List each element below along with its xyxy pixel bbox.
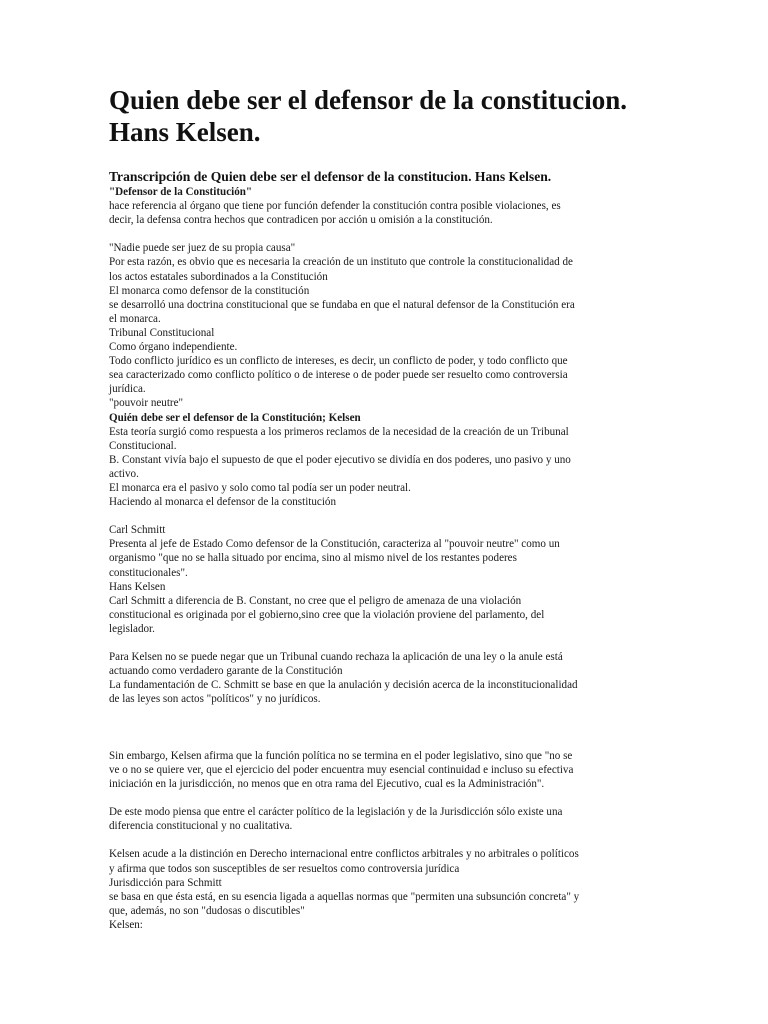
text-line: activo. (109, 467, 139, 480)
text-line: iniciación en la jurisdicción, no menos que en otra rama del Ejecutivo, cual es la Administración". (109, 777, 545, 790)
text-line: hace referencia al órgano que tiene por función defender la constitución contra posible violaciones, es (109, 200, 561, 213)
text-line: Carl Schmitt (109, 524, 166, 537)
text-line: "Defensor de la Constitución" (109, 186, 253, 198)
text-line: De este modo piensa que entre el carácter político de la legislación y de la Jurisdicción sólo existe una (109, 806, 563, 819)
text-line: organismo "que no se halla situado por encima, sino al mismo nivel de los restantes poderes (109, 552, 517, 565)
text-line: Por esta razón, es obvio que es necesaria la creación de un instituto que controle la constitucionalidad de (109, 256, 573, 269)
document-page (109, 84, 659, 932)
text-line: constitucionales". (109, 566, 188, 579)
blank-line (109, 227, 659, 241)
text-line: que, además, no son "dudosas o discutibles" (109, 904, 305, 917)
text-line: ve o no se quiere ver, que el ejercicio del poder encuentra muy esencial continuidad e incluso su efectiva (109, 763, 574, 776)
text-line: Como órgano independiente. (109, 341, 238, 354)
text-line: El monarca era el pasivo y solo como tal podía ser un poder neutral. (109, 481, 411, 494)
document-body (109, 185, 659, 932)
text-line: Presenta al jefe de Estado Como defensor de la Constitución, caracteriza al "pouvoir neutre" como un (109, 538, 560, 551)
text-line: La fundamentación de C. Schmitt se base en que la anulación y decisión acerca de la inconstitucionalidad (109, 679, 578, 692)
text-line: Todo conflicto jurídico es un conflicto de intereses, es decir, un conflicto de poder, y todo conflicto que (109, 355, 568, 368)
blank-line (109, 509, 659, 523)
text-line: los actos estatales subordinados a la Constitución (109, 270, 328, 283)
text-line: se desarrolló una doctrina constitucional que se fundaba en que el natural defensor de la Constitución era (109, 298, 575, 311)
text-line: Haciendo al monarca el defensor de la constitución (109, 496, 337, 509)
text-line: decir, la defensa contra hechos que contradicen por acción u omisión a la constitución. (109, 214, 493, 227)
blank-line (109, 721, 659, 735)
text-line: constitucional es originada por el gobierno,sino cree que la violación proviene del parlamento, del (109, 608, 545, 621)
text-line: se basa en que ésta está, en su esencia ligada a aquellas normas que "permiten una subsunción concreta" y (109, 890, 580, 903)
blank-line (109, 636, 659, 650)
text-line: Para Kelsen no se puede negar que un Tribunal cuando rechaza la aplicación de una ley o la anule está (109, 651, 563, 664)
text-line: Tribunal Constitucional (109, 326, 215, 339)
text-line: jurídica. (109, 383, 146, 396)
text-line: Hans Kelsen (109, 580, 166, 593)
text-line: Esta teoría surgió como respuesta a los primeros reclamos de la necesidad de la creación de un Tribunal (109, 425, 569, 438)
text-line: legislador. (109, 622, 155, 635)
text-line: de las leyes son actos "políticos" y no jurídicos. (109, 693, 321, 706)
text-line: "pouvoir neutre" (109, 397, 184, 410)
text-line: y afirma que todos son susceptibles de ser resueltos como controversia jurídica (109, 862, 460, 875)
text-line: Sin embargo, Kelsen afirma que la función política no se termina en el poder legislativo, sino que "no se (109, 749, 573, 762)
text-line: Kelsen: (109, 918, 143, 931)
blank-line (109, 791, 659, 805)
document-title: Quien debe ser el defensor de la constitucion. Hans Kelsen. (109, 85, 627, 147)
text-line: actuando como verdadero garante de la Constitución (109, 665, 343, 678)
document-subtitle: Transcripción de Quien debe ser el defensor de la constitucion. Hans Kelsen. (109, 169, 552, 184)
text-line: B. Constant vivía bajo el supuesto de que el poder ejecutivo se dividía en dos poderes, uno pasivo y uno (109, 453, 571, 466)
text-line: El monarca como defensor de la constitución (109, 284, 310, 297)
text-line: Quién debe ser el defensor de la Constitución; Kelsen (109, 411, 361, 424)
text-line: Jurisdicción para Schmitt (109, 876, 222, 889)
blank-line (109, 735, 659, 749)
text-line: "Nadie puede ser juez de su propia causa" (109, 242, 296, 255)
text-line: Kelsen acude a la distinción en Derecho internacional entre conflictos arbitrales y no arbitrales o políticos (109, 848, 579, 861)
blank-line (109, 833, 659, 847)
text-line: Constitucional. (109, 439, 177, 452)
text-line: Carl Schmitt a diferencia de B. Constant, no cree que el peligro de amenaza de una violación (109, 594, 522, 607)
text-line: diferencia constitucional y no cualitativa. (109, 820, 293, 833)
text-line: sea caracterizado como conflicto político o de interese o de poder puede ser resuelto como controversia (109, 369, 568, 382)
blank-line (109, 706, 659, 720)
text-line: el monarca. (109, 312, 161, 325)
